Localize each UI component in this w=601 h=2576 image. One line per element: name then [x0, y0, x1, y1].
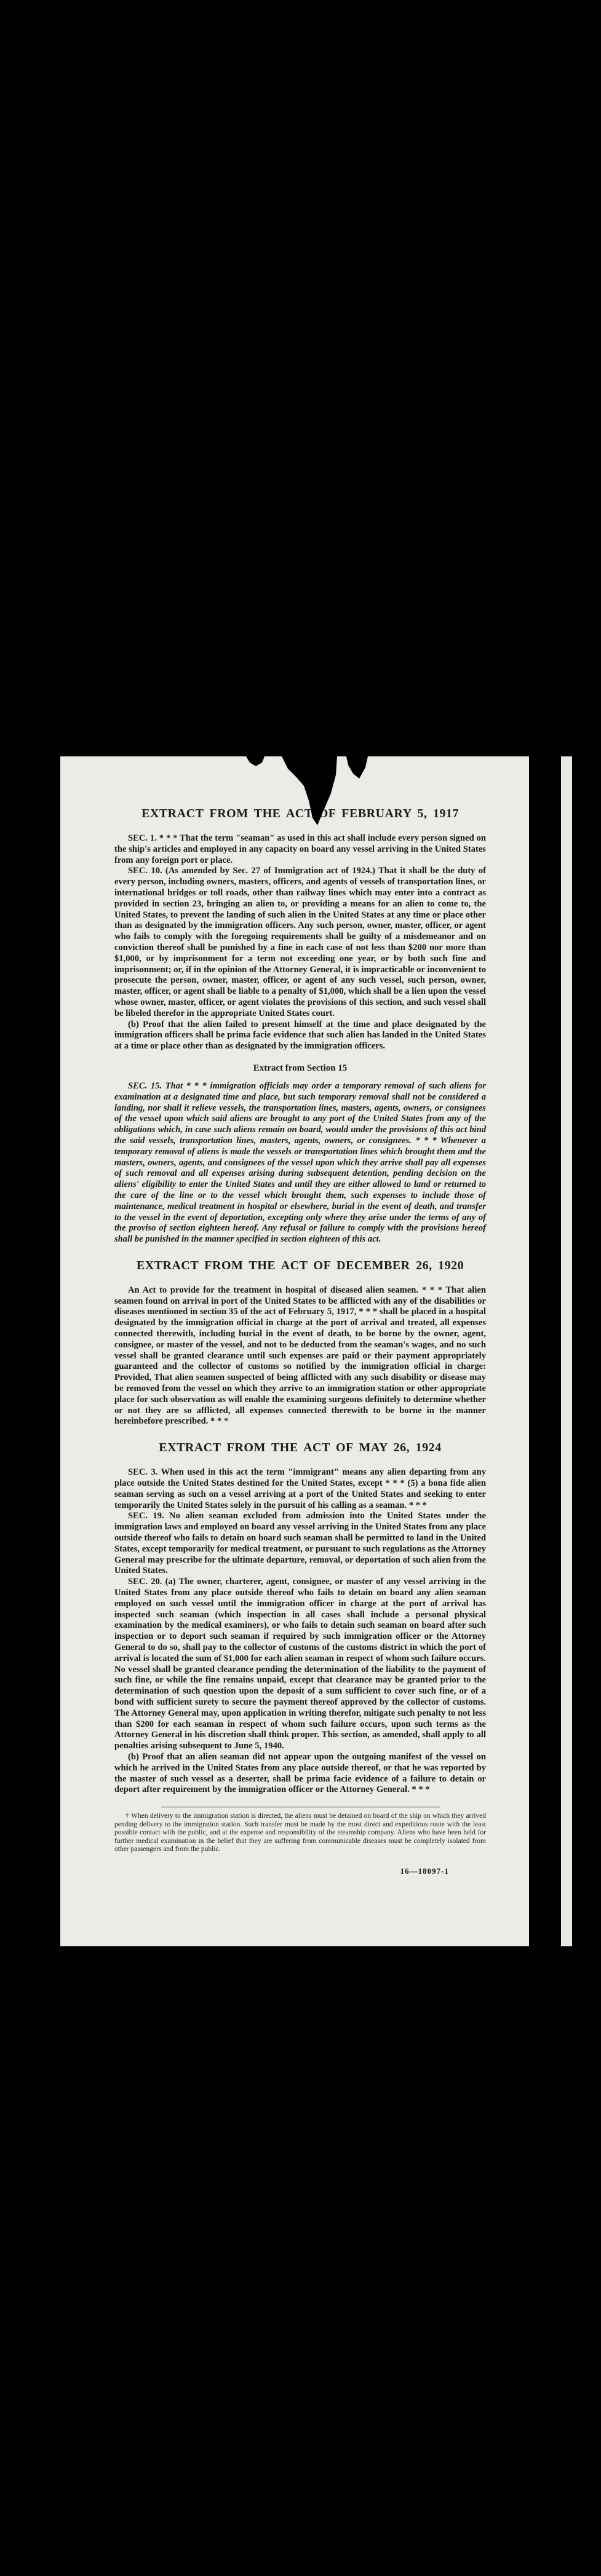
section-20: SEC. 20. (a) The owner, charterer, agent, consignee, or master of any vessel arriving in the United States from any place outside thereof who fails to detain on board any alien seaman employed on such vessel until the immigration officer in charge at the port of arrival has inspected such seaman (which inspection in all cases shall include a personal physical examination by the medical examiners), or who fails to detain such seaman on board after such inspection or to deport such seaman if required by such immigration officer or the Attorney General to do so, shall pay to the collector of customs of the customs district in which the port of arrival is located the sum of $1,000 for each alien seaman in respect of whom such failure occurs. No vessel shall be granted clearance pending the determination of the liability to the payment of such fine, or while the fine remains unpaid, except that clearance may be granted prior to the determination of such question upon the deposit of a sum sufficient to cover such fine, or of a bond with sufficient surety to secure the payment thereof approved by the collector of customs. The Attorney General may, upon application in writing therefor, mitigate such penalty to not less than $200 for each seaman in respect of whom such failure occurs, upon such terms as the Attorney General in his discretion shall think proper. This section, as amended, shall apply to all penalties arising subsequent to June 5, 1940. — [114, 1577, 486, 1751]
heading-act-1920: EXTRACT FROM THE ACT OF DECEMBER 26, 1920 — [136, 1258, 464, 1272]
section-1: SEC. 1. * * * That the term "seaman" as used in this act shall include every person signed on the ship's articles and employed in any capacity on board any vessel arriving in the United States from any foreign port or place. — [114, 833, 486, 865]
torn-paper-hole — [245, 756, 386, 830]
heading-act-1924: EXTRACT FROM THE ACT OF MAY 26, 1924 — [159, 1441, 442, 1455]
section-10b: (b) Proof that the alien failed to present himself at the time and place designated by the immigration officers shall be prima facie evidence that such alien has landed in the United States at a time or place other than as designated by the immigration officers. — [114, 1019, 486, 1052]
section-3: SEC. 3. When used in this act the term "immigrant" means any alien departing from any place outside the United States destined for the United States, except * * * (5) a bona fide alien seaman serving as such on a vessel arriving at a port of the United States and seeking to enter temporarily the United States solely in the pursuit of his calling as a seaman. * * * — [114, 1467, 486, 1510]
act-1920-text: An Act to provide for the treatment in hospital of diseased alien seamen. * * * That alien seamen found on arrival in port of the United States to be afflicted with any of the disabilities or diseases mentioned in section 35 of the act of February 5, 1917, * * * shall be placed in a hospital designated by the immigration official in charge at the port of arrival and treated, all expenses connected therewith, including burial in the event of death, to be borne by the owner, agent, consignee, or master of the vessel, and not to be deducted from the seaman's wages, and no such vessel shall be granted clearance until such expenses are paid or their payment appropriately guaranteed and the collector of customs so notified by the immigration official in charge: Provided, That alien seamen suspected of being afflicted with any such disability or disease may be removed from the vessel on which they arrive to an immigration station or other appropriate place for such observation as will enable the examining surgeons definitely to determine whether or not they are so afflicted, all expenses connected therewith to be borne in the manner hereinbefore prescribed. * * * — [114, 1285, 486, 1427]
print-code: 16—18097-1 — [400, 1866, 449, 1876]
section-10: SEC. 10. (As amended by Sec. 27 of Immigration act of 1924.) That it shall be the duty of every person, including owners, masters, officers, and agents of vessels of transportation lines, or international bridges or toll roads, other than railway lines which may enter into a contract as provided in section 23, bringing an alien to, or providing a means for an alien to come to, the United States, to prevent the landing of such alien in the United States at any time or place other than as designated by the immigration officers. Any such person, owner, master, officer, or agent who fails to comply with the foregoing requirements shall be guilty of a misdemeanor and on conviction thereof shall be punished by a fine in each case of not less than $200 nor more than $1,000, or by imprisonment for a term not exceeding one year, or by both such fine and imprisonment; or, if in the opinion of the Attorney General, it is impracticable or inconvenient to prosecute the person, owner, master, officer, or agent of any such vessel, such person, owner, master, officer, or agent shall be liable to a penalty of $1,000, which shall be a lien upon the vessel whose owner, master, officer, or agent violates the provisions of this section, and such vessel shall be libeled therefor in the appropriate United States court. — [114, 866, 486, 1018]
section-15: SEC. 15. That * * * immigration officials may order a temporary removal of such aliens for examination at a designated time and place, but such temporary removal shall not be considered a landing, nor shall it relieve vessels, the transportation lines, masters, agents, owners, or consignees of the vessel upon which said aliens are brought to any port of the United States from any of the obligations which, in case such aliens remain on board, would under the provisions of this act bind the said vessels, transportation lines, masters, agents, owners, or consignees. * * * Whenever a temporary removal of aliens is made the vessels or transportation lines which brought them and the masters, owners, agents, and consignees of the vessel upon which they arrive shall pay all expenses of such removal and all expenses arising during subsequent detention, pending decision on the aliens' eligibility to enter the United States and until they are either allowed to land or returned to the care of the line or to the vessel which brought them, such expenses to include those of maintenance, medical treatment in hospital or elsewhere, burial in the event of death, and transfer to the vessel in the event of deportation, excepting only where they arise under the terms of any of the proviso of section eighteen hereof. Any refusal or failure to comply with the provisions hereof shall be punished in the manner specified in section eighteen of this act. — [114, 1080, 486, 1245]
adjacent-page-edge — [561, 756, 572, 1946]
footnote: † When delivery to the immigration station is directed, the aliens must be detained on board of the ship on which they arrived pending delivery to the immigration station. Such transfer must be made by the most direct and expeditious route with the least possible contact with the public, and at the expense and responsibility of the steamship company. Aliens who have been held for further medical examination in the belief that they are suffering from communicable diseases must be completely isolated from other passengers and from the public. — [114, 1812, 486, 1853]
heading-section-15: Extract from Section 15 — [253, 1063, 348, 1073]
section-20b: (b) Proof that an alien seaman did not appear upon the outgoing manifest of the vessel on which he arrived in the United States from any place outside thereof, or that he was reported by the master of such vessel as a deserter, shall be prima facie evidence of a failure to detain or deport after requirement by the immigration officer or the Attorney General. * * * — [114, 1751, 486, 1795]
heading-act-1917: EXTRACT FROM THE ACT OF FEBRUARY 5, 1917 — [141, 807, 459, 820]
document-page — [60, 756, 529, 1946]
section-19: SEC. 19. No alien seaman excluded from admission into the United States under the immigration laws and employed on board any vessel arriving in the United States from any place outside thereof who fails to detain on board such seaman shall be permitted to land in the United States, except temporarily for medical treatment, or pursuant to such regulations as the Attorney General may prescribe for the ultimate departure, removal, or deportation of such alien from the United States. — [114, 1511, 486, 1576]
